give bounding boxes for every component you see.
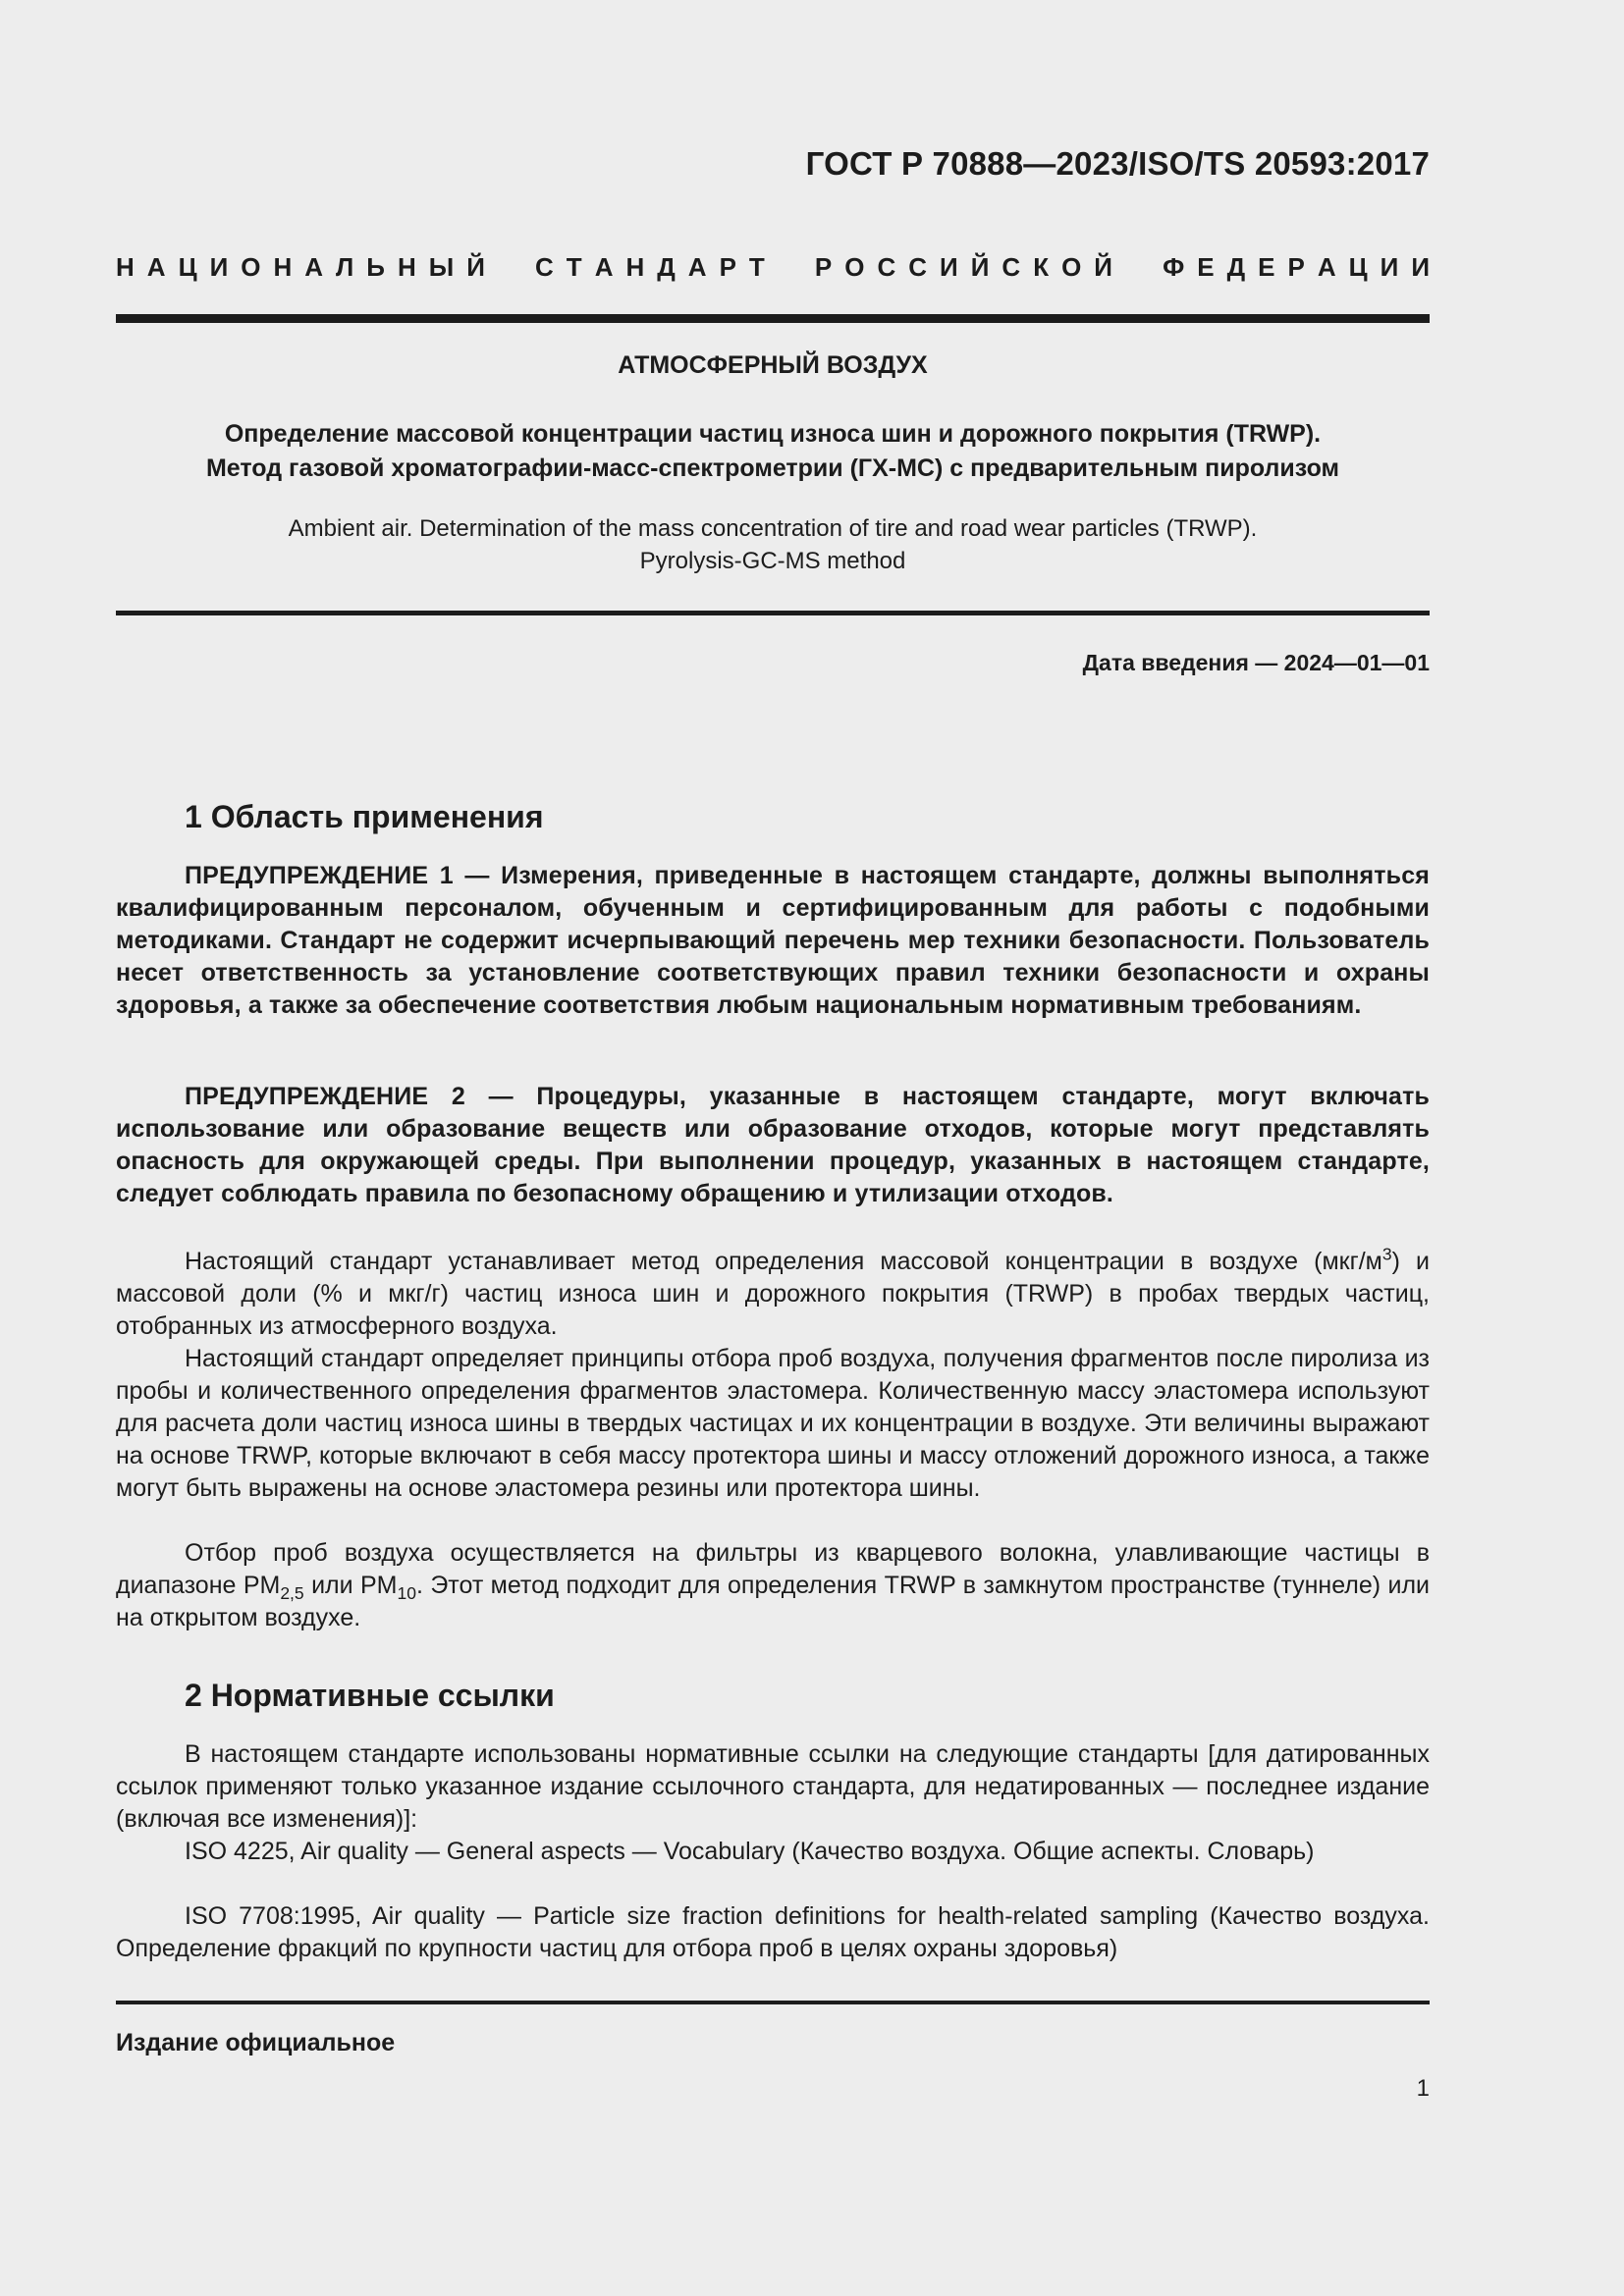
scope-paragraph-3: Отбор проб воздуха осуществляется на фильтры из кварцевого волокна, улавливающие частицы в диапазоне $PM_{2,5}$ или $PM_{10}$. Этот метод подходит для определения TRWP в замкнутом пространстве (туннеле) или на открытом воздухе.	[116, 1539, 1431, 1631]
warning-1: ПРЕДУПРЕЖДЕНИЕ 1 — Измерения, приведенные в настоящем стандарте, должны выполняться квалифицированным персоналом, обученным и сертифицированным для работы с подобными методиками. Стандарт не содержит исчерпывающий перечень мер техники безопасности. Пользователь несет ответственность за установление соответствующих правил техники безопасности и охраны здоровья, а также за обеспечение соответствия любым национальным нормативным требованиям.	[116, 862, 1430, 1019]
subtitle-line: Определение массовой концентрации частиц износа шин и дорожного покрытия (TRWP).	[224, 420, 1322, 448]
section-1-heading: 1 Область применения	[185, 799, 544, 834]
warning-2: ПРЕДУПРЕЖДЕНИЕ 2 — Процедуры, указанные в настоящем стандарте, могут включать использование или образование веществ или образование отходов, которые могут представлять опасность для окружающей среды. При выполнении процедур, указанных в настоящем стандарте, следует соблюдать правила по безопасному обращению и утилизации отходов.	[116, 1083, 1430, 1207]
standard-title: АТМОСФЕРНЫЙ ВОЗДУХ	[618, 351, 928, 379]
top-divider	[116, 314, 1430, 323]
standard-subtitle	[116, 417, 1430, 486]
reference-iso-7708: ISO 7708:1995, Air quality — Particle size fraction definitions for health-related sampling (Качество воздуха. Определение фракций по крупности частиц для отбора проб в целях охраны здоровья)	[116, 1902, 1430, 1962]
introduction-date: Дата введения — 2024—01—01	[1082, 650, 1430, 675]
national-standard-title	[116, 252, 1430, 283]
document-page	[116, 0, 1430, 2296]
english-title-line: Pyrolysis-GC-MS method	[639, 548, 906, 574]
official-edition-label: Издание официальное	[116, 2029, 396, 2056]
title-divider	[116, 611, 1430, 615]
page-number: 1	[1416, 2075, 1430, 2102]
national-standard-word: Р О С С И Й С К О Й	[814, 252, 1112, 282]
document-code: ГОСТ Р 70888—2023/ISO/TS 20593:2017	[805, 145, 1430, 182]
national-standard-word: Н А Ц И О Н А Л Ь Н Ы Й	[116, 252, 485, 282]
scope-paragraph-2: Настоящий стандарт определяет принципы отбора проб воздуха, получения фрагментов после пиролиза из пробы и количественного определения фрагментов эластомера. Количественную массу эластомера используют для расчета доли частиц износа шины в твердых частицах и их концентрации в воздухе. Эти величины выражают на основе TRWP, которые включают в себя массу протектора шины и массу отложений дорожного износа, а также могут быть выражены на основе эластомера резины или протектора шины.	[116, 1345, 1430, 1502]
section-2-heading: 2 Нормативные ссылки	[185, 1678, 555, 1713]
english-title-line: Ambient air. Determination of the mass concentration of tire and road wear particles (TRWP).	[288, 515, 1258, 542]
subtitle-line: Метод газовой хроматографии-масс-спектрометрии (ГХ-МС) с предварительным пиролизом	[205, 454, 1340, 482]
scope-paragraph-1: Настоящий стандарт устанавливает метод определения массовой концентрации в воздухе $(мкг/м^3)$ и массовой доли (% и мкг/г) частиц износа шин и дорожного покрытия (TRWP) в пробах твердых частиц, отобранных из атмосферного воздуха.	[116, 1244, 1430, 1340]
national-standard-word: Ф Е Д Е Р А Ц И И	[1163, 252, 1430, 282]
references-intro: В настоящем стандарте использованы нормативные ссылки на следующие стандарты [для датированных ссылок применяют только указанное издание ссылочного стандарта, для недатированных — последнее издание (включая все изменения)]:	[116, 1740, 1430, 1833]
footer-divider	[116, 2001, 1430, 2004]
english-title	[116, 512, 1430, 577]
national-standard-word: С Т А Н Д А Р Т	[535, 252, 765, 282]
reference-iso-4225: ISO 4225, Air quality — General aspects — Vocabulary (Качество воздуха. Общие аспекты. Словарь)	[185, 1838, 1315, 1865]
